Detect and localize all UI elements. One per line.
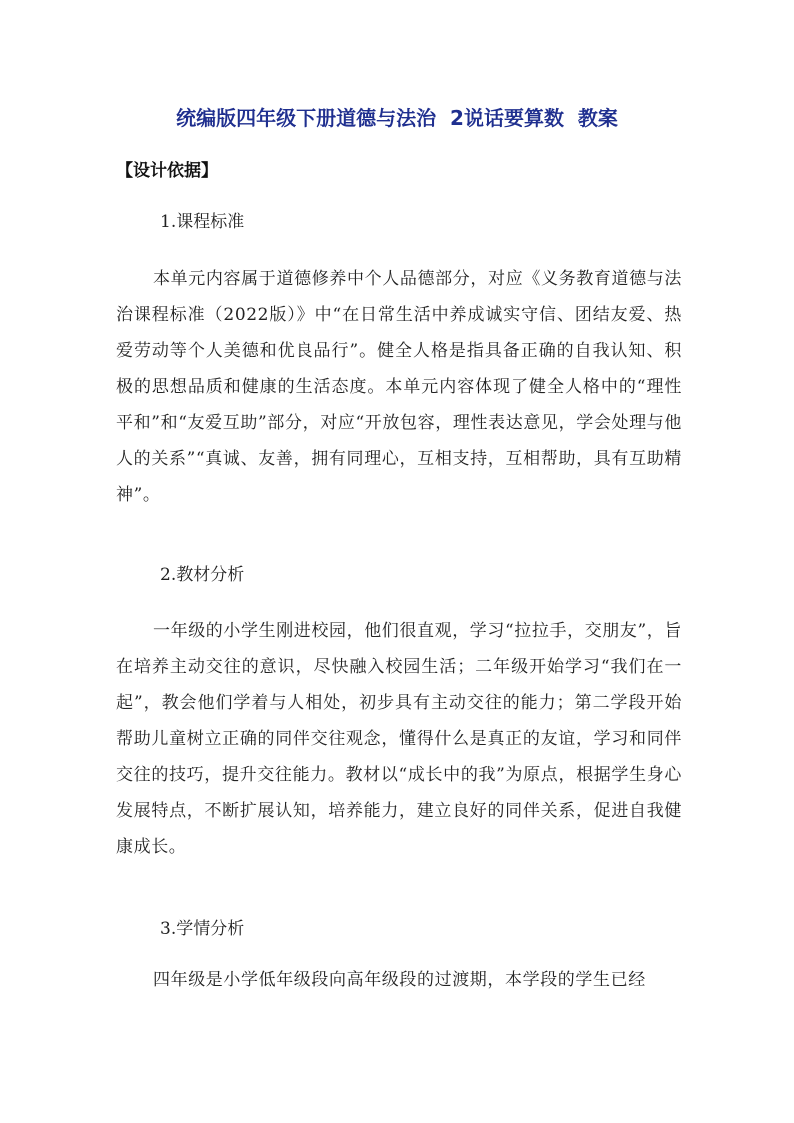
paragraph-textbook-analysis: 一年级的小学生刚进校园，他们很直观，学习“拉拉手，交朋友”，旨在培养主动交往的意识，尽快融入校园生活；二年级开始学习“我们在一起”，教会他们学着与人相处，初步具有主动交往的能力；第二学段开始帮助儿童树立正确的同伴交往观念，懂得什么是真正的友谊，学习和同伴交往的技巧，提升交往能力。教材以“成长中的我”为原点，根据学生身心发展特点，不断扩展认知，培养能力，建立良好的同伴关系，促进自我健康成长。 [116,621,682,857]
subheading-textbook-analysis: 2.教材分析 [160,565,245,585]
paragraph-curriculum-standard: 本单元内容属于道德修养中个人品德部分，对应《义务教育道德与法治课程标准（2022版）》中“在日常生活中养成诚实守信、团结友爱、热爱劳动等个人美德和优良品行”。健全人格是指具备正确的自我认知、积极的思想品质和健康的生活态度。本单元内容体现了健全人格中的“理性平和”和“友爱互助”部分，对应“开放包容，理性表达意见，学会处理与他人的关系”“真诚、友善，拥有同理心，互相支持，互相帮助，具有互助精神”。 [116,269,682,505]
document-title: 统编版四年级下册道德与法治 2说话要算数 教案 [176,106,618,130]
section-heading-design-basis: 【设计依据】 [116,161,218,181]
paragraph-student-analysis: 四年级是小学低年级段向高年级段的过渡期，本学段的学生已经 [153,970,646,990]
subheading-student-analysis: 3.学情分析 [160,919,245,939]
subheading-curriculum-standard: 1.课程标准 [160,212,245,232]
